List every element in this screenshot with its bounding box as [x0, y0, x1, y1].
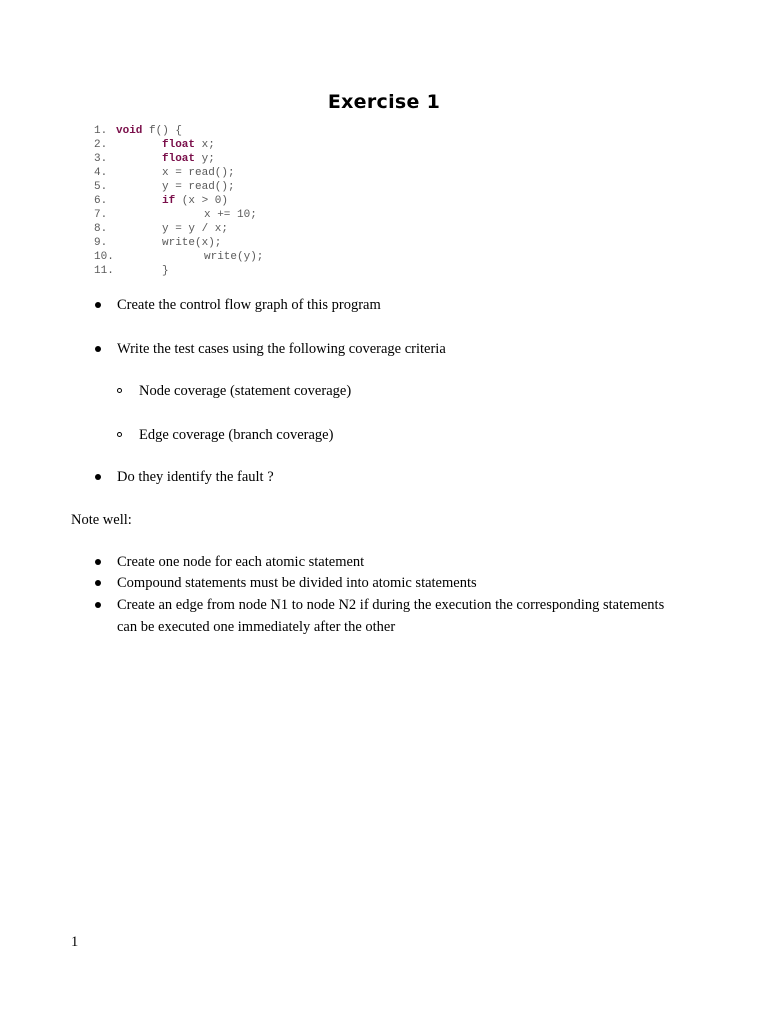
- line-number: 9.: [94, 237, 108, 249]
- line-number: 4.: [94, 167, 108, 179]
- note-item-3: Create an edge from node N1 to node N2 if during the execution the corresponding statements: [117, 597, 665, 613]
- task-test-cases: Write the test cases using the following coverage criteria: [117, 341, 446, 357]
- code-text: x = read();: [162, 167, 235, 179]
- note-item-3-continued: can be executed one immediately after the other: [117, 619, 396, 635]
- code-keyword: float: [162, 139, 196, 151]
- code-keyword: if: [162, 195, 176, 207]
- sub-bullet-icon: [117, 432, 122, 437]
- line-number: 1.: [94, 125, 108, 137]
- code-text: write(y);: [204, 251, 264, 263]
- sub-bullet-icon: [117, 388, 122, 393]
- code-text: x;: [195, 139, 215, 151]
- code-text: y;: [195, 153, 215, 165]
- line-number: 11.: [94, 265, 114, 277]
- line-number: 2.: [94, 139, 108, 151]
- bullet-icon: [95, 602, 101, 608]
- code-line-8: [94, 222, 229, 236]
- code-line-4: [94, 166, 235, 180]
- exercise-title: Exercise 1: [327, 91, 441, 113]
- note-heading: Note well:: [71, 512, 132, 528]
- code-line-9: [94, 236, 222, 250]
- task-cfg: Create the control flow graph of this program: [117, 297, 381, 313]
- task-node-coverage: Node coverage (statement coverage): [139, 383, 352, 399]
- code-line-5: [94, 180, 235, 194]
- code-line-10: [94, 250, 264, 264]
- code-line-3: [94, 152, 215, 166]
- bullet-icon: [95, 580, 101, 586]
- line-number: 8.: [94, 223, 108, 235]
- code-line-7: [94, 208, 257, 222]
- code-keyword: float: [162, 153, 196, 165]
- code-text: write(x);: [162, 237, 222, 249]
- code-text: y = y / x;: [162, 223, 229, 235]
- bullet-icon: [95, 302, 101, 308]
- line-number: 6.: [94, 195, 108, 207]
- page-number: 1: [71, 934, 79, 950]
- bullet-icon: [95, 346, 101, 352]
- code-text: (x > 0): [175, 195, 229, 207]
- code-line-2: [94, 138, 215, 152]
- code-keyword: void: [116, 125, 143, 137]
- line-number: 3.: [94, 153, 108, 165]
- code-text: x += 10;: [204, 209, 257, 221]
- bullet-icon: [95, 474, 101, 480]
- code-line-1: [94, 124, 183, 138]
- line-number: 7.: [94, 209, 108, 221]
- line-number: 10.: [94, 251, 114, 263]
- code-line-11: [94, 264, 169, 278]
- code-line-6: [94, 194, 229, 208]
- code-text: f() {: [142, 125, 183, 137]
- line-number: 5.: [94, 181, 108, 193]
- bullet-icon: [95, 559, 101, 565]
- code-text: y = read();: [162, 181, 235, 193]
- code-listing: [94, 124, 264, 278]
- task-fault: Do they identify the fault ?: [117, 469, 274, 485]
- task-edge-coverage: Edge coverage (branch coverage): [139, 427, 334, 443]
- note-item-2: Compound statements must be divided into atomic statements: [117, 575, 477, 591]
- code-text: }: [162, 265, 169, 277]
- note-item-1: Create one node for each atomic statement: [117, 554, 365, 570]
